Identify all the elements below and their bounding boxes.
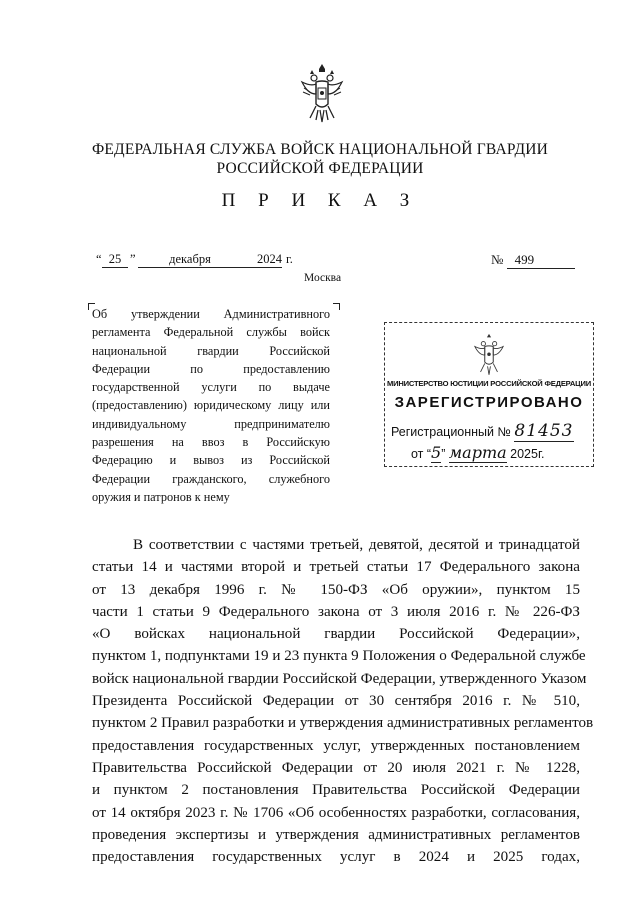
stamp-registration-date xyxy=(411,443,544,462)
date-day: 25 xyxy=(102,252,128,268)
document-type-title: П Р И К А З xyxy=(221,190,419,211)
body-line: проведения экспертизы и утверждения административных регламентов xyxy=(92,826,580,843)
stamp-registration-number xyxy=(391,421,574,441)
stamp-emblem-icon xyxy=(471,331,507,379)
order-preamble xyxy=(92,534,594,868)
subject-line: регламента Федеральной службы войск xyxy=(92,325,330,340)
body-line: «О войсках национальной гвардии Российской Федерации», xyxy=(92,626,580,643)
subject-line: разрешения на ввоз в Российскую xyxy=(92,435,330,450)
date-month: декабря xyxy=(138,252,242,268)
body-line: В соответствии с частями третьей, девятой, десятой и тринадцатой xyxy=(133,537,580,553)
subject-line: индивидуальному предпринимателю xyxy=(92,416,330,431)
stamp-date-suffix: г. xyxy=(537,447,545,461)
subject-line: национальной гвардии Российской xyxy=(92,343,330,358)
stamp-registered: ЗАРЕГИСТРИРОВАНО xyxy=(394,394,584,411)
agency-name-line1: ФЕДЕРАЛЬНАЯ СЛУЖБА ВОЙСК НАЦИОНАЛЬНОЙ ГВАРДИИ xyxy=(91,141,549,158)
number-value: 499 xyxy=(507,252,575,269)
body-line: от 13 декабря 1996 г. № 150-ФЗ «Об оружии», пунктом 15 xyxy=(92,581,580,598)
body-line: пунктом 1, подпунктами 19 и 23 пункта 9 Положения о Федеральной службе xyxy=(92,648,586,665)
stamp-date-year: 2025 xyxy=(510,447,538,461)
date-year-suffix: г. xyxy=(286,252,293,266)
stamp-date-day: 5 xyxy=(431,443,442,462)
agency-name-line2: РОССИЙСКОЙ ФЕДЕРАЦИИ xyxy=(216,160,424,177)
stamp-date-mid: ” xyxy=(441,447,446,461)
date-year: 2024 xyxy=(242,252,282,268)
subject-line: Об утверждении Административного xyxy=(92,307,330,321)
subject-bracket-right xyxy=(333,303,340,310)
order-number xyxy=(491,252,575,269)
stamp-date-month: марта xyxy=(448,443,507,462)
registration-stamp xyxy=(384,322,594,467)
body-line: Правительства Российской Федерации от 20 июля 2021 г. № 1228, xyxy=(92,759,580,776)
number-label: № xyxy=(491,252,504,267)
coat-of-arms-emblem xyxy=(298,60,346,128)
subject-line: Федерацию и вывоз из Российской xyxy=(92,453,330,468)
body-line: предоставления государственных услуг, утвержденных постановлением xyxy=(92,737,580,754)
body-line: части 1 статьи 9 Федерального закона от 3 июля 2016 г. № 226-ФЗ xyxy=(92,603,580,620)
subject-line: (предоставлению) юридическому лицу или xyxy=(92,398,330,413)
body-line: войск национальной гвардии Российской Федерации, утвержденного Указом xyxy=(92,670,587,687)
body-line: пунктом 2 Правил разработки и утверждения административных регламентов xyxy=(92,715,594,732)
stamp-reg-number: 81453 xyxy=(514,421,574,441)
body-line: от 14 октября 2023 г. № 1706 «Об особенностях разработки, согласования, xyxy=(92,804,580,821)
stamp-date-prefix: от “ xyxy=(411,447,432,461)
body-line: предоставления государственных услуг в 2024 и 2025 годах, xyxy=(92,849,580,866)
body-line: Президента Российской Федерации от 30 сентября 2016 г. № 510, xyxy=(92,693,580,710)
subject-line: государственной услуги по выдаче xyxy=(92,380,330,395)
body-line: и пунктом 2 постановления Правительства Российской Федерации xyxy=(92,782,580,799)
subject-line: Федерации гражданского, служебного xyxy=(92,471,330,486)
subject-line: оружия и патронов к нему xyxy=(92,489,230,504)
date-close-quote: ” xyxy=(130,252,136,266)
body-line: статьи 14 и частями второй и третьей статьи 17 Федерального закона xyxy=(92,559,580,576)
subject-line: Федерации по предоставлению xyxy=(92,361,330,376)
date-open-quote: “ xyxy=(96,252,102,266)
stamp-reg-label: Регистрационный № xyxy=(391,425,511,439)
order-subject xyxy=(92,305,330,506)
stamp-ministry: МИНИСТЕРСТВО ЮСТИЦИИ РОССИЙСКОЙ ФЕДЕРАЦИИ xyxy=(386,379,592,388)
city: Москва xyxy=(304,272,342,284)
